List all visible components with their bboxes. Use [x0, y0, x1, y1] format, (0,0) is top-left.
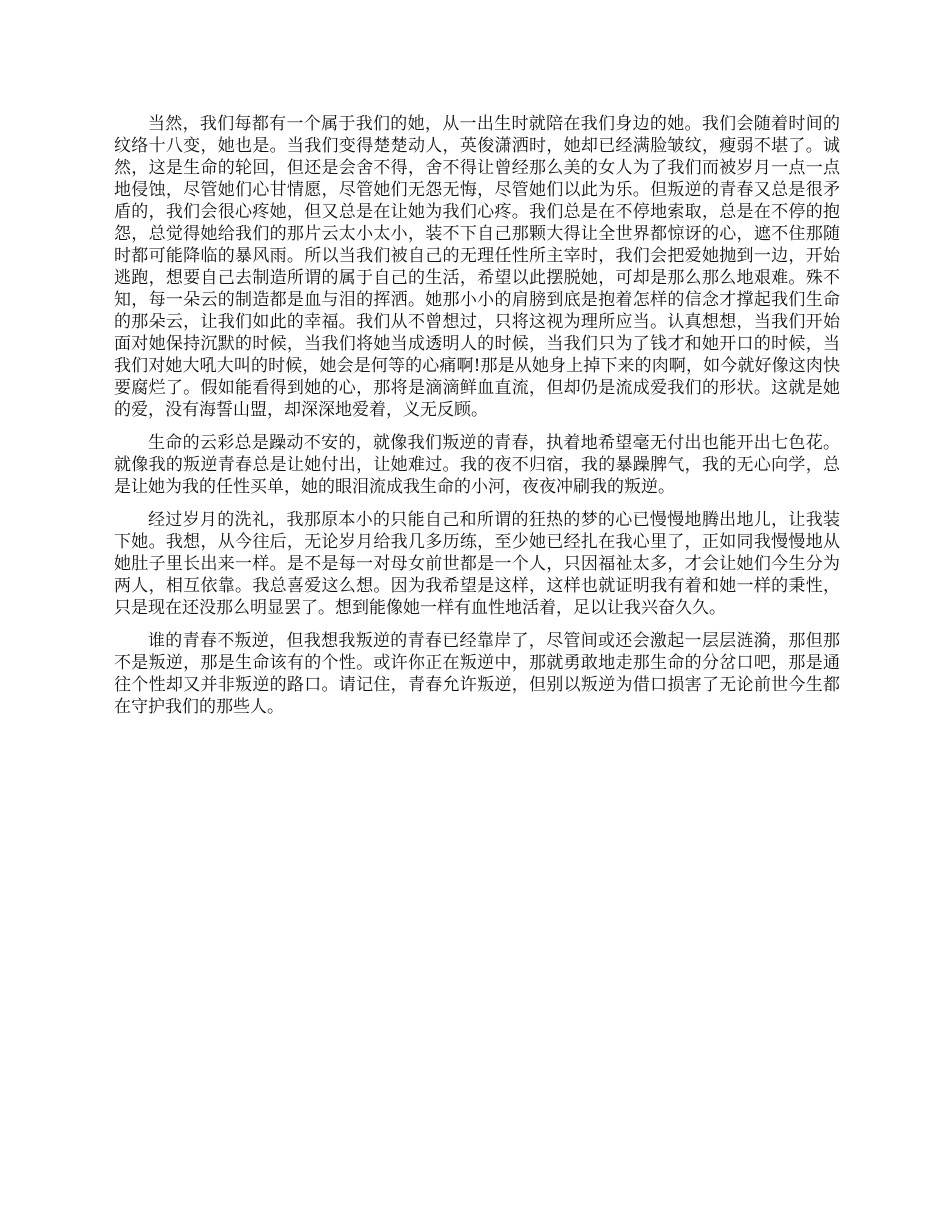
paragraph-4: 谁的青春不叛逆，但我想我叛逆的青春已经靠岸了，尽管间或还会激起一层层涟漪，那但那不是叛逆，那是生命该有的个性。或许你正在叛逆中，那就勇敢地走那生命的分岔口吧，那是通往个性却又并非叛逆的路口。请记住，青春允许叛逆，但别以叛逆为借口损害了无论前世今生都在守护我们的那些人。	[114, 631, 840, 717]
paragraph-1: 当然，我们每都有一个属于我们的她，从一出生时就陪在我们身边的她。我们会随着时间的纹络十八变，她也是。当我们变得楚楚动人，英俊潇洒时，她却已经满脸皱纹，瘦弱不堪了。诚然，这是生命的轮回，但还是会舍不得，舍不得让曾经那么美的女人为了我们而被岁月一点一点地侵蚀，尽管她们心甘情愿，尽管她们无怨无悔，尽管她们以此为乐。但叛逆的青春又总是很矛盾的，我们会很心疼她，但又总是在让她为我们心疼。我们总是在不停地索取，总是在不停的抱怨，总觉得她给我们的那片云太小太小，装不下自己那颗大得让全世界都惊讶的心，遮不住那随时都可能降临的暴风雨。所以当我们被自己的无理任性所主宰时，我们会把爱她抛到一边，开始逃跑，想要自己去制造所谓的属于自己的生活，希望以此摆脱她，可却是那么那么地艰难。殊不知，每一朵云的制造都是血与泪的挥洒。她那小小的肩膀到底是抱着怎样的信念才撑起我们生命的那朵云，让我们如此的幸福。我们从不曾想过，只将这视为理所应当。认真想想，当我们开始面对她保持沉默的时候，当我们将她当成透明人的时候，当我们只为了钱才和她开口的时候，当我们对她大吼大叫的时候，她会是何等的心痛啊!那是从她身上掉下来的肉啊，如今就好像这肉快要腐烂了。假如能看得到她的心，那将是滴滴鲜血直流，但却仍是流成爱我们的形状。这就是她的爱，没有海誓山盟，却深深地爱着，义无反顾。	[114, 114, 840, 420]
paragraph-3: 经过岁月的洗礼，我那原本小的只能自己和所谓的狂热的梦的心已慢慢地腾出地儿，让我装下她。我想，从今往后，无论岁月给我几多历练，至少她已经扎在我心里了，正如同我慢慢地从她肚子里长出来一样。是不是每一对母女前世都是一个人，只因福祉太多，才会让她们今生分为两人，相互依靠。我总喜爱这么想。因为我希望是这样，这样也就证明我有着和她一样的秉性，只是现在还没那么明显罢了。想到能像她一样有血性地活着，足以让我兴奋久久。	[114, 510, 840, 618]
document-body	[114, 113, 840, 729]
paragraph-2: 生命的云彩总是躁动不安的，就像我们叛逆的青春，执着地希望毫无付出也能开出七色花。就像我的叛逆青春总是让她付出，让她难过。我的夜不归宿，我的暴躁脾气，我的无心向学，总是让她为我的任性买单，她的眼泪流成我生命的小河，夜夜冲刷我的叛逆。	[114, 433, 840, 497]
